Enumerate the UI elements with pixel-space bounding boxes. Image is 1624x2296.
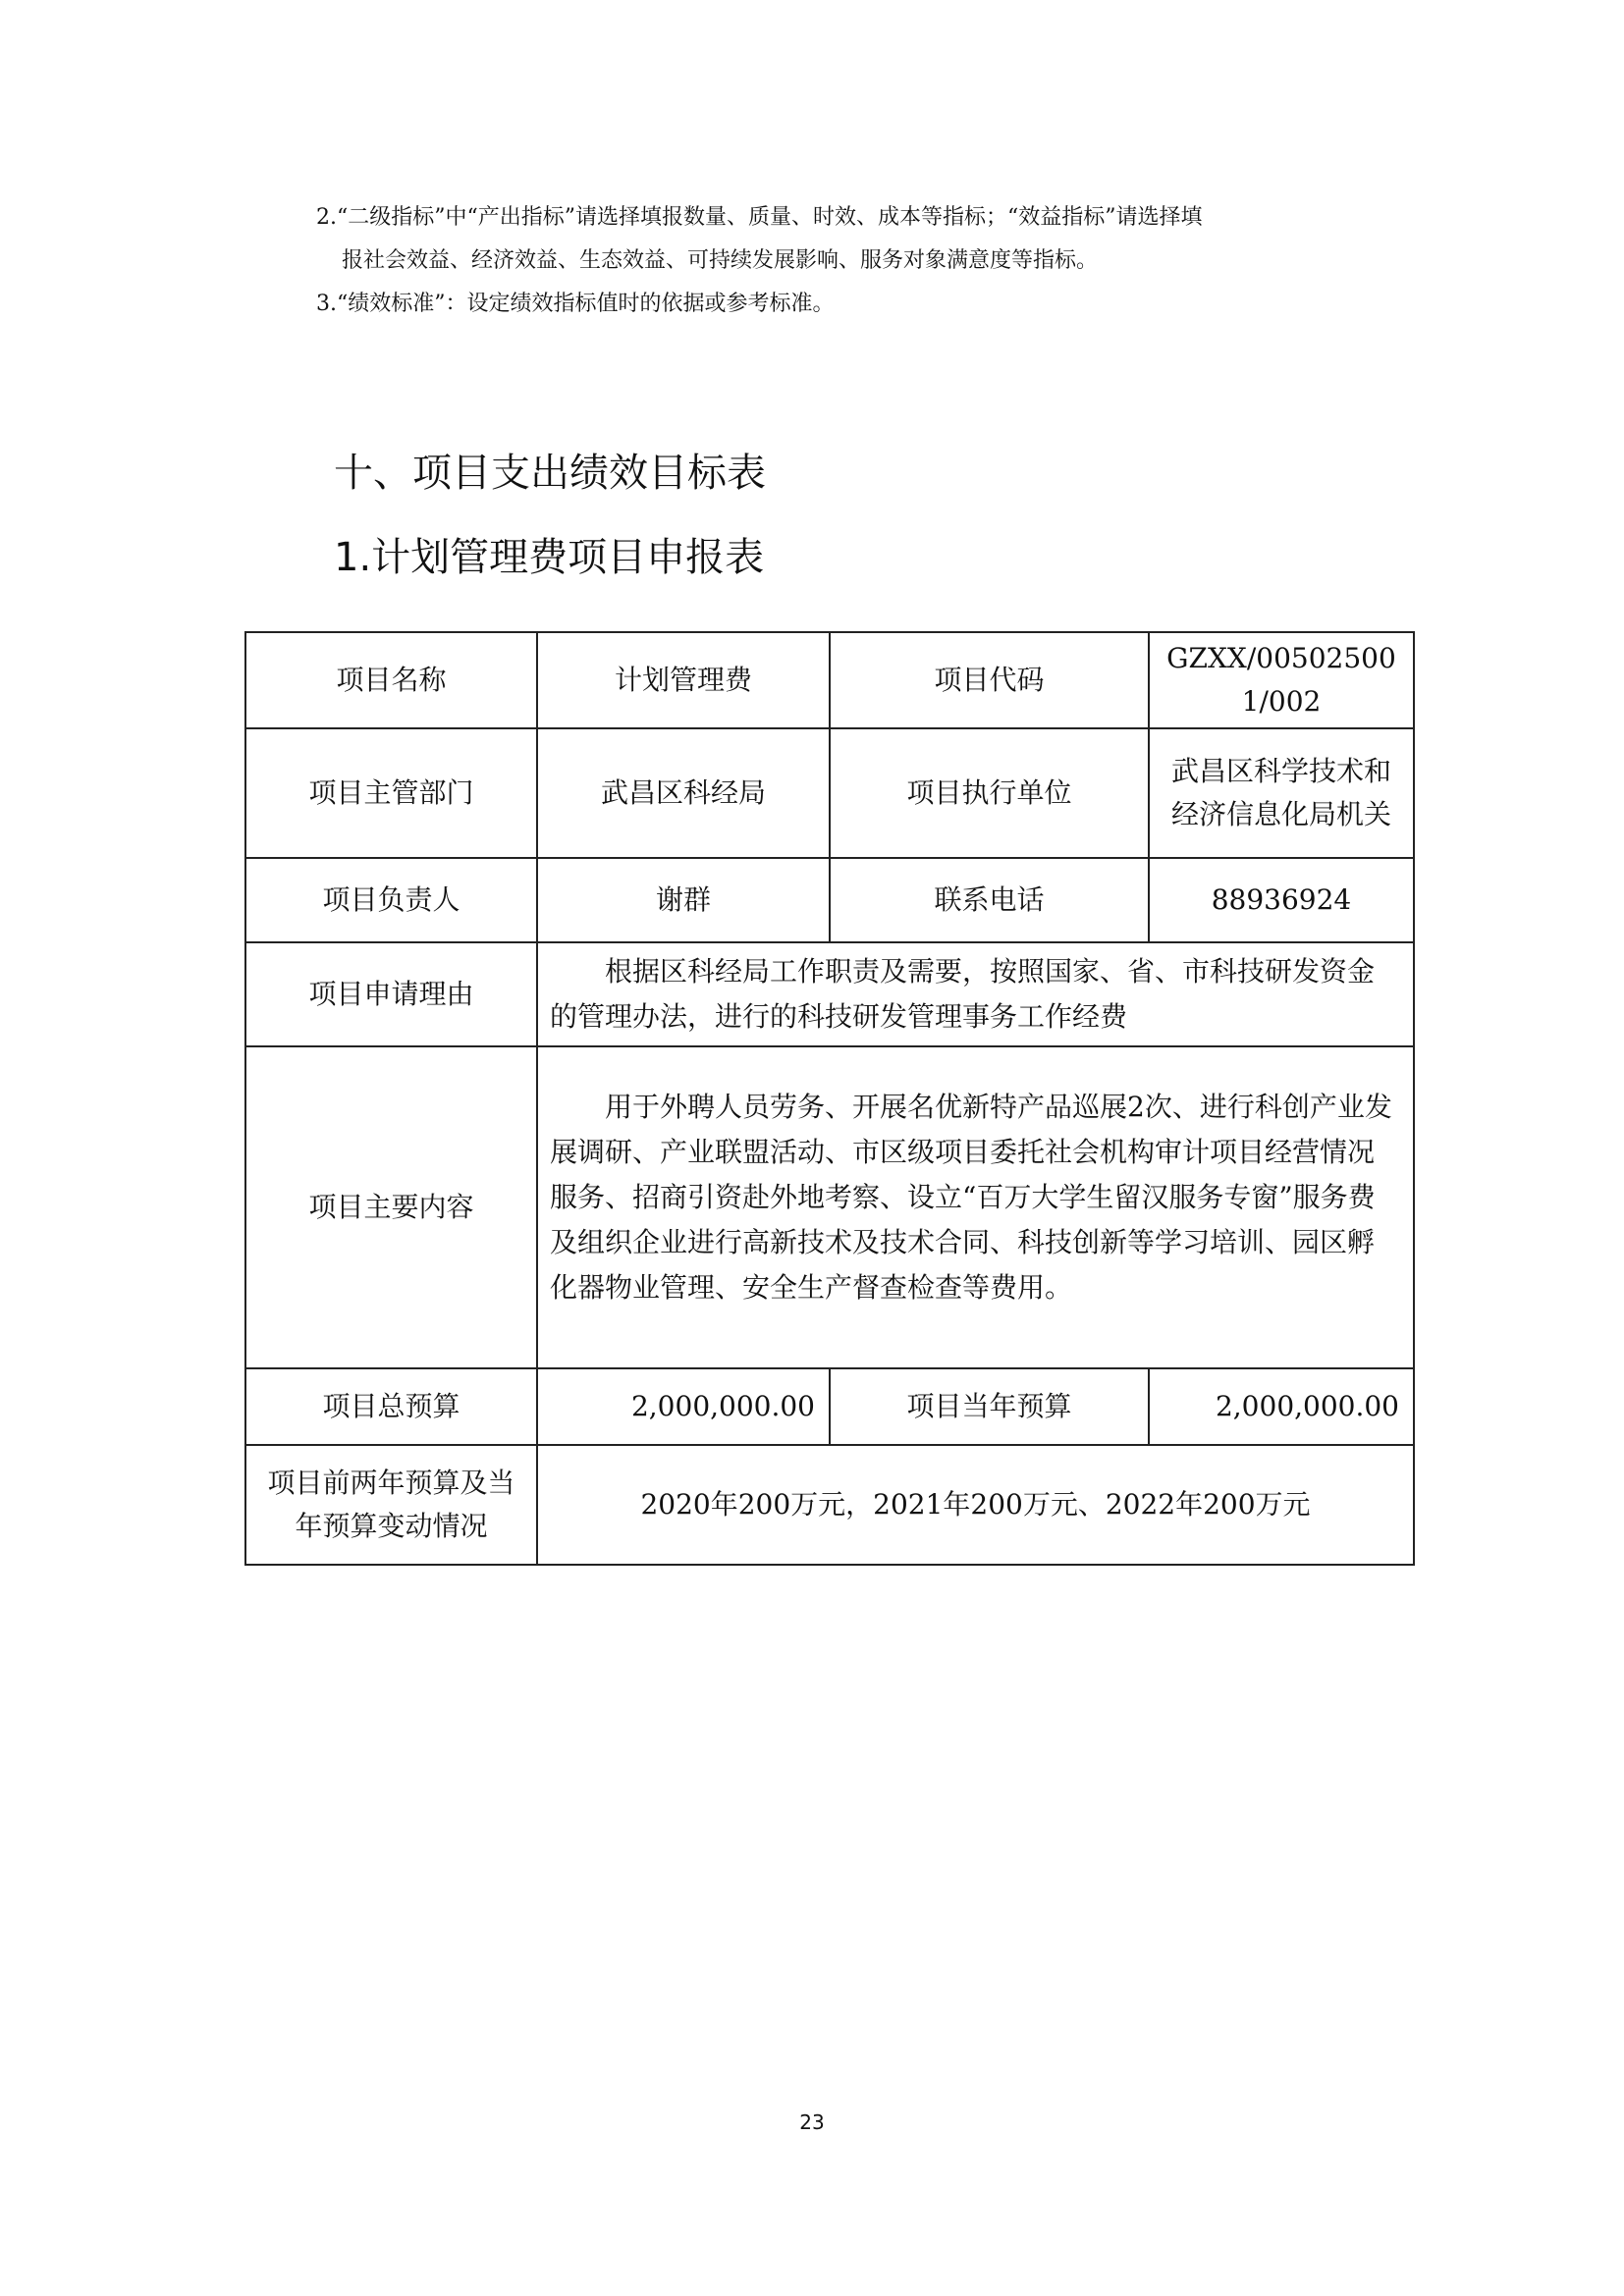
note-2-continued: 报社会效益、经济效益、生态效益、可持续发展影响、服务对象满意度等指标。 [342,248,1099,273]
exec-unit-value: 武昌区科学技术和经济信息化局机关 [1149,728,1414,858]
project-name-label: 项目名称 [245,632,537,728]
leader-label: 项目负责人 [245,858,537,942]
phone-label: 联系电话 [830,858,1149,942]
table-row [245,728,1414,858]
sub-heading: 1.计划管理费项目申报表 [334,535,765,580]
total-budget-label: 项目总预算 [245,1368,537,1445]
note-2: 2.“二级指标”中“产出指标”请选择填报数量、质量、时效、成本等指标；“效益指标”请选择填 [316,205,1203,230]
history-label: 项目前两年预算及当年预算变动情况 [245,1445,537,1565]
table-row [245,858,1414,942]
year-budget-label: 项目当年预算 [830,1368,1149,1445]
total-budget-value: 2,000,000.00 [537,1368,830,1445]
project-name-value: 计划管理费 [537,632,830,728]
dept-label: 项目主管部门 [245,728,537,858]
table-row [245,1046,1414,1368]
project-code-value: GZXX/005025001/002 [1149,632,1414,728]
table-row [245,632,1414,728]
history-value: 2020年200万元，2021年200万元、2022年200万元 [537,1445,1414,1565]
page-number: 23 [799,2110,825,2134]
phone-value: 88936924 [1149,858,1414,942]
reason-label: 项目申请理由 [245,942,537,1046]
table-row [245,1445,1414,1565]
content-value: 用于外聘人员劳务、开展名优新特产品巡展2次、进行科创产业发展调研、产业联盟活动、市区级项目委托社会机构审计项目经营情况服务、招商引资赴外地考察、设立“百万大学生留汉服务专窗”服务费及组织企业进行高新技术及技术合同、科技创新等学习培训、园区孵化器物业管理、安全生产督查检查等费用。 [537,1046,1414,1368]
exec-unit-label: 项目执行单位 [830,728,1149,858]
project-code-label: 项目代码 [830,632,1149,728]
section-heading: 十、项目支出绩效目标表 [334,451,766,496]
table-row [245,942,1414,1046]
leader-value: 谢群 [537,858,830,942]
project-application-table [244,631,1415,1566]
notes-block [316,196,1416,326]
note-3: 3.“绩效标准”：设定绩效指标值时的依据或参考标准。 [316,292,835,316]
year-budget-value: 2,000,000.00 [1149,1368,1414,1445]
dept-value: 武昌区科经局 [537,728,830,858]
table-row [245,1368,1414,1445]
content-label: 项目主要内容 [245,1046,537,1368]
reason-value: 根据区科经局工作职责及需要，按照国家、省、市科技研发资金的管理办法，进行的科技研发管理事务工作经费 [537,942,1414,1046]
